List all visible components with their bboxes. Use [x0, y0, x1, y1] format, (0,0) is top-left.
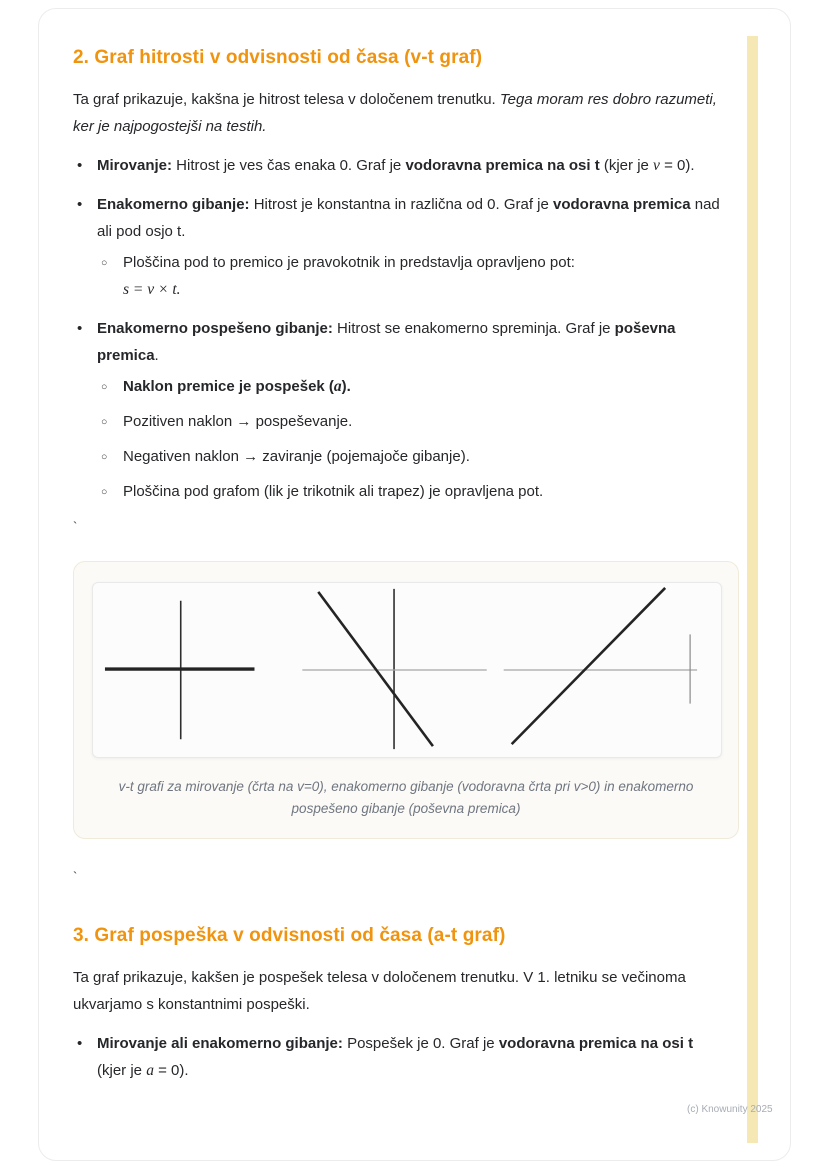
bullet-enakomerno-text2: nad ali pod osjo t.: [97, 196, 720, 240]
graph-flat-line-on-axis: [105, 601, 255, 739]
bullet-mirovanje-text3: = 0).: [659, 157, 695, 174]
bullet-pospeseno-label: Enakomerno pospešeno gibanje:: [97, 320, 333, 337]
section-2-heading: 2. Graf hitrosti v odvisnosti od časa (v-t graf): [73, 47, 483, 68]
stray-backtick-1: `: [73, 519, 78, 534]
bullet-enakomerno-text: Hitrost je konstantna in različna od 0. Graf je: [249, 196, 554, 213]
bullet-pospeseno-text2: .: [154, 347, 159, 364]
bullet-mirovanje: [73, 152, 721, 179]
graph-positive-slope-line: [504, 588, 697, 744]
at-bullet-list: [73, 1030, 739, 1084]
bullet-at-text: Pospešek je 0. Graf je: [342, 1035, 499, 1052]
sub-bullet-pozitiven: ○ Pozitiven naklon → pospeševanje.: [97, 408, 717, 435]
math-var-a: a: [333, 378, 342, 395]
formula-s-v-t: s = v × t.: [123, 281, 181, 298]
graph2-negative-slope: [318, 592, 433, 746]
vt-graphs-panel: [92, 582, 722, 758]
bullet-mirovanje-text2: (kjer je: [599, 157, 654, 174]
intro-italic-text: Tega moram res dobro razumeti, ker je najpogostejši na testih.: [73, 91, 717, 135]
bullet-enakomerno-label: Enakomerno gibanje:: [97, 196, 250, 213]
bullet-at-text2: (kjer je: [97, 1062, 147, 1079]
bullet-at-mirovanje: [73, 1030, 721, 1084]
enakomerno-sub-list: [97, 249, 721, 303]
graph3-positive-slope: [512, 588, 666, 744]
vt-bullet-list: [73, 152, 739, 505]
figure-card: [73, 561, 739, 839]
math-var-a2: a: [146, 1062, 154, 1079]
bullet-pospeseno-text: Hitrost se enakomerno spreminja. Graf je: [332, 320, 615, 337]
sub-bullet-ploscina-premica: [97, 249, 717, 303]
vt-graphs-image: [93, 583, 721, 757]
sub-naklon-bold2: ).: [341, 378, 351, 395]
document-card: [38, 8, 791, 1161]
sub-bullet-naklon: [97, 373, 717, 400]
stray-backtick-2: `: [73, 869, 78, 884]
knowunity-watermark: (c) Knowunity 2025: [687, 1104, 773, 1115]
bullet-mirovanje-bold: vodoravna premica na osi t: [405, 157, 600, 174]
graph-negative-slope-line: [302, 589, 486, 749]
bullet-mirovanje-text: Hitrost je ves čas enaka 0. Graf je: [172, 157, 406, 174]
section-2-intro: [73, 86, 725, 140]
document-content: [39, 9, 739, 1084]
sub-ploscina-text: Ploščina pod to premico je pravokotnik in predstavlja opravljeno pot:: [123, 254, 575, 271]
bullet-enakomerno-bold: vodoravna premica: [553, 196, 691, 213]
sub-bullet-ploscina-graf: ○ Ploščina pod grafom (lik je trikotnik ali trapez) je opravljena pot.: [97, 478, 717, 505]
bullet-pospeseno-bold: poševna premica: [97, 320, 676, 364]
pospeseno-sub-list: [97, 373, 721, 505]
yellow-ribbon: [747, 36, 758, 1143]
bullet-at-bold: vodoravna premica na osi t: [498, 1035, 694, 1052]
section-3-heading: 3. Graf pospeška v odvisnosti od časa (a-t graf): [73, 925, 506, 946]
section-3-intro: Ta graf prikazuje, kakšen je pospešek telesa v določenem trenutku. V 1. letniku se večinoma ukvarjamo s konstantnimi pospeški.: [73, 969, 686, 1013]
intro-normal-text: Ta graf prikazuje, kakšna je hitrost telesa v določenem trenutku.: [73, 91, 500, 108]
bullet-enakomerno: [73, 191, 721, 303]
sub-bullet-negativen: ○ Negativen naklon → zaviranje (pojemajoče gibanje).: [97, 443, 717, 470]
math-var-v: v: [653, 157, 660, 174]
bullet-pospeseno: [73, 315, 721, 505]
bullet-at-mirovanje-label: Mirovanje ali enakomerno gibanje:: [97, 1035, 343, 1052]
bullet-at-text3: = 0).: [153, 1062, 189, 1079]
bullet-mirovanje-label: Mirovanje:: [97, 157, 173, 174]
sub-naklon-bold1: Naklon premice je pospešek (: [123, 378, 334, 395]
figure-caption: v-t grafi za mirovanje (črta na v=0), enakomerno gibanje (vodoravna črta pri v>0) in enakomerno pospešeno gibanje (poševna premica): [118, 779, 694, 816]
